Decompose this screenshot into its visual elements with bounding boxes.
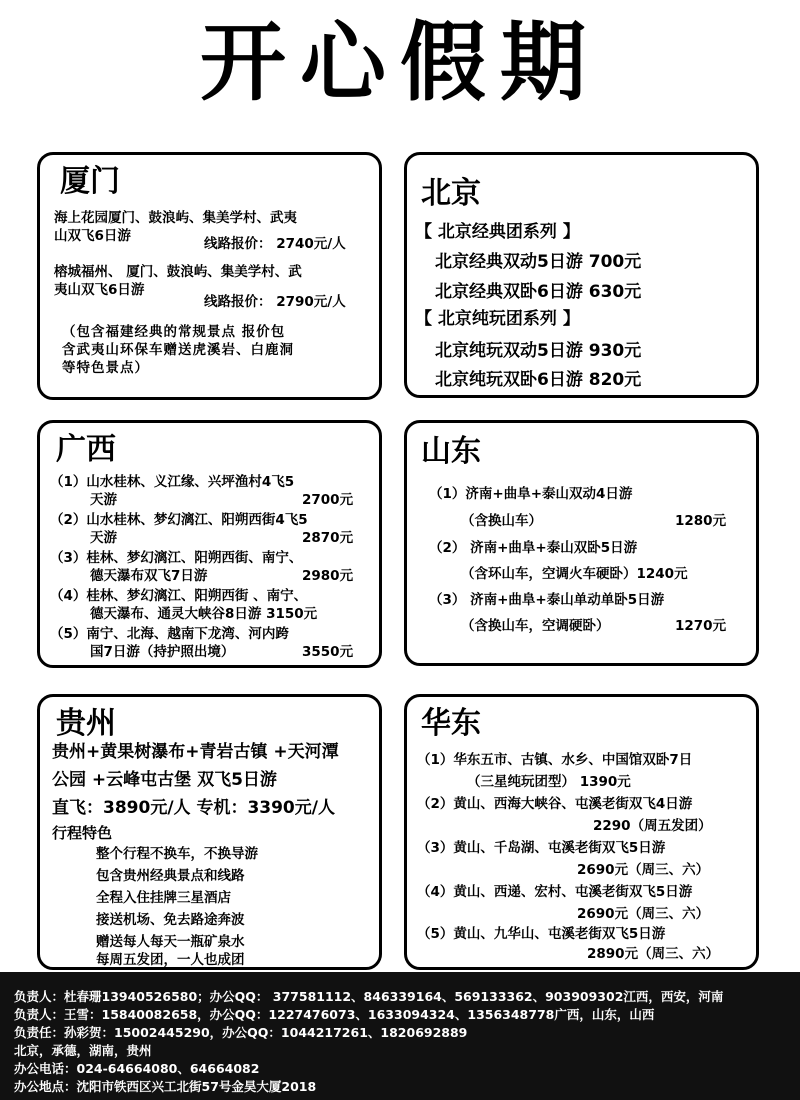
guangxi-item-5b: 国7日游（持护照出境） [90,644,235,660]
shandong-item-1b: （含换山车） [461,513,542,529]
shandong-item-1: （1）济南+曲阜+泰山双动4日游 [429,486,633,502]
huadong-item-5b: 2890元（周三、六） [587,946,720,962]
guizhou-price: 直飞：3890元/人 专机：3390元/人 [52,798,335,818]
xiamen-route-2b: 夷山双飞6日游 [54,282,145,298]
shandong-heading: 山东 [421,434,481,469]
guangxi-item-4b: 德天瀑布、通灵大峡谷8日游 3150元 [90,606,318,622]
guangxi-item-2b: 天游 [90,530,117,546]
xiamen-route-1b: 山双飞6日游 [54,228,131,244]
footer-line-1: 负责人：杜春珊13940526580；办公QQ： 377581112、846339164、569133362、903909302江西，西安，河南 [14,989,724,1004]
guangxi-panel [37,420,382,668]
footer-line-6: 办公地点：沈阳市铁西区兴工北街57号金昊大厦2018 [14,1079,317,1094]
shandong-item-2b: （含环山车，空调火车硬卧）1240元 [461,566,688,582]
xiamen-price-2: 线路报价： 2790元/人 [204,294,346,310]
footer-line-2: 负责人：王雪：15840082658，办公QQ：1227476073、1633094324、1356348778广西，山东，山西 [14,1007,655,1022]
huadong-item-1: （1）华东五市、古镇、水乡、中国馆双卧7日 [417,752,693,768]
beijing-line-2: 北京经典双卧6日游 630元 [435,282,642,302]
xiamen-route-1: 海上花园厦门、鼓浪屿、集美学村、武夷 [54,210,297,226]
guangxi-price-2: 2870元 [302,530,354,546]
beijing-line-3: 北京纯玩双动5日游 930元 [435,341,642,361]
guizhou-feature-1: 整个行程不换车，不换导游 [96,846,258,862]
xiamen-panel [37,152,382,400]
guangxi-item-1b: 天游 [90,492,117,508]
page-title: 开心假期 [200,13,600,113]
guangxi-heading: 广西 [56,432,116,467]
beijing-panel [404,152,759,398]
guizhou-route-1: 贵州+黄果树瀑布+青岩古镇 +天河潭 [52,742,339,762]
huadong-item-2b: 2290（周五发团） [593,818,712,834]
guangxi-price-5: 3550元 [302,644,354,660]
xiamen-note-1: （包含福建经典的常规景点 报价包 [62,324,286,340]
beijing-line-4: 北京纯玩双卧6日游 820元 [435,370,642,390]
shandong-price-3: 1270元 [675,618,727,634]
huadong-item-3: （3）黄山、千岛湖、屯溪老街双飞5日游 [417,840,666,856]
guangxi-price-1: 2700元 [302,492,354,508]
contact-footer [0,972,800,1100]
shandong-panel [404,420,759,666]
huadong-panel [404,694,759,970]
xiamen-price-1: 线路报价： 2740元/人 [204,236,346,252]
beijing-heading: 北京 [421,176,481,211]
guangxi-price-3: 2980元 [302,568,354,584]
shandong-item-3: （3） 济南+曲阜+泰山单动单卧5日游 [429,592,665,608]
guizhou-feature-4: 接送机场、免去路途奔波 [96,912,245,928]
huadong-item-2: （2）黄山、西海大峡谷、屯溪老街双飞4日游 [417,796,693,812]
guizhou-panel [37,694,382,970]
shandong-price-1: 1280元 [675,513,727,529]
guangxi-item-4: （4）桂林、梦幻漓江、阳朔西街 、南宁、 [50,588,308,604]
xiamen-route-2: 榕城福州、 厦门、鼓浪屿、集美学村、武 [54,264,302,280]
huadong-item-3b: 2690元（周三、六） [577,862,710,878]
guizhou-heading: 贵州 [56,706,116,741]
huadong-item-4: （4）黄山、西递、宏村、屯溪老街双飞5日游 [417,884,693,900]
huadong-heading: 华东 [421,706,481,741]
beijing-line-1: 北京经典双动5日游 700元 [435,252,642,272]
guizhou-feature-3: 全程入住挂牌三星酒店 [96,890,231,906]
shandong-item-3b: （含换山车，空调硬卧） [461,618,610,634]
huadong-item-4b: 2690元（周三、六） [577,906,710,922]
beijing-series-classic: 【 北京经典团系列 】 [415,222,580,242]
huadong-item-1b: （三星纯玩团型） 1390元 [467,774,631,790]
footer-line-5: 办公电话：024-64664080、64664082 [14,1061,260,1076]
guangxi-item-1: （1）山水桂林、义江缘、兴坪渔村4飞5 [50,474,295,490]
guangxi-item-2: （2）山水桂林、梦幻漓江、阳朔西街4飞5 [50,512,308,528]
xiamen-note-3: 等特色景点） [62,360,149,376]
guizhou-feature-6: 每周五发团，一人也成团 [96,952,245,968]
guizhou-route-2: 公园 +云峰屯古堡 双飞5日游 [52,770,277,790]
guangxi-item-5: （5）南宁、北海、越南下龙湾、河内跨 [50,626,289,642]
guizhou-feature-5: 赠送每人每天一瓶矿泉水 [96,934,245,950]
xiamen-note-2: 含武夷山环保车赠送虎溪岩、白鹿洞 [62,342,294,358]
guizhou-features-title: 行程特色 [52,824,113,842]
guizhou-feature-2: 包含贵州经典景点和线路 [96,868,245,884]
guangxi-item-3b: 德天瀑布双飞7日游 [90,568,208,584]
huadong-item-5: （5）黄山、九华山、屯溪老街双飞5日游 [417,926,666,942]
guangxi-item-3: （3）桂林、梦幻漓江、阳朔西街、南宁、 [50,550,303,566]
xiamen-heading: 厦门 [60,164,120,199]
beijing-series-pure: 【 北京纯玩团系列 】 [415,309,580,329]
footer-line-3: 负责任：孙彩贺：15002445290，办公QQ：1044217261、1820692889 [14,1025,468,1040]
footer-line-4: 北京，承德，湖南，贵州 [14,1043,152,1058]
shandong-item-2: （2） 济南+曲阜+泰山双卧5日游 [429,540,638,556]
